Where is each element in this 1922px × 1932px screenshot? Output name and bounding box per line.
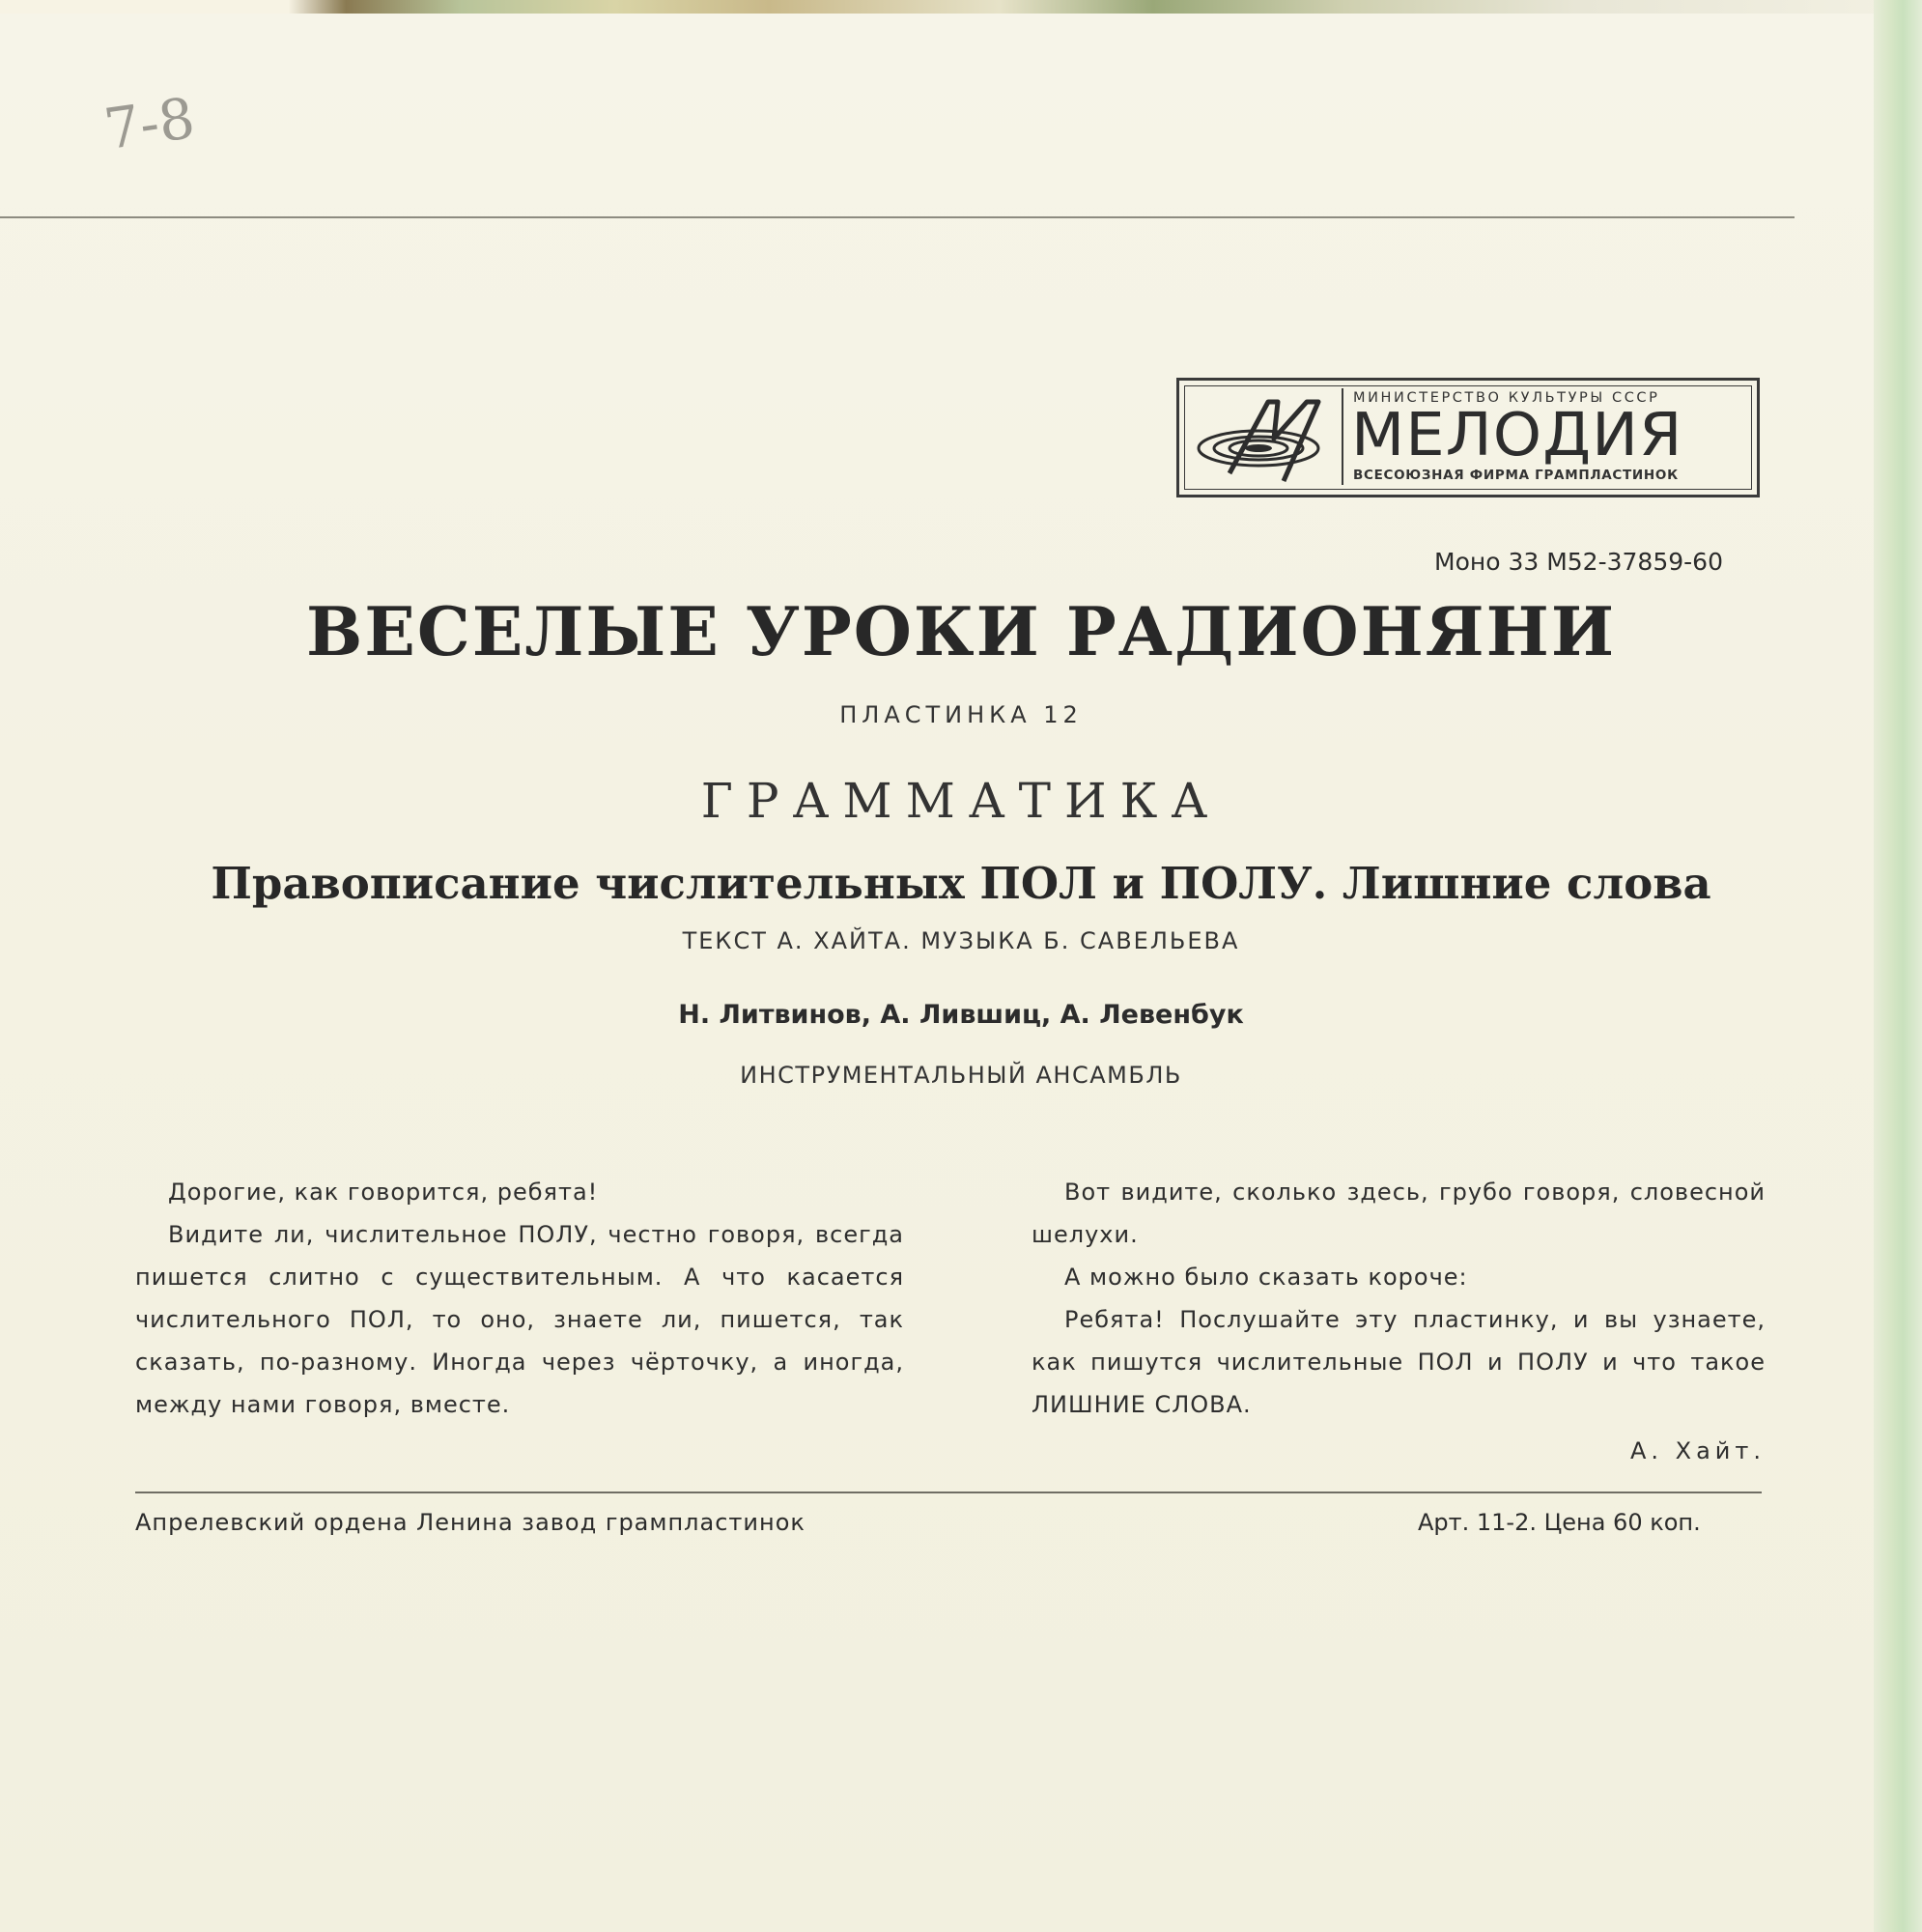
liner-paragraph: Вот видите, сколько здесь, грубо говоря, словесной шелухи. (1032, 1179, 1766, 1248)
record-number: ПЛАСТИНКА 12 (839, 701, 1083, 728)
liner-paragraph: Видите ли, числительное ПОЛУ, честно говоря, всегда пишется слитно с существительным. А что касается числительного ПОЛ, то оно, знаете ли, пишется, так сказать, по-разному. Иногда через чёрточку, а иногда, между нами говоря, вместе. (135, 1221, 904, 1418)
author-signature: А. Хайт. (1629, 1437, 1766, 1464)
factory-name: Апрелевский ордена Ленина завод грампластинок (135, 1509, 806, 1536)
album-title: ВЕСЕЛЫЕ УРОКИ РАДИОНЯНИ (305, 593, 1617, 671)
cover-edge-strip (0, 0, 1922, 14)
logo-subtitle: ВСЕСОЮЗНАЯ ФИРМА ГРАМПЛАСТИНОК (1353, 468, 1679, 483)
cover-side-strip (1874, 0, 1922, 1932)
liner-notes-right (1032, 1171, 1766, 1472)
liner-paragraph: Ребята! Послушайте эту пластинку, и вы узнаете, как пишутся числительные ПОЛ и ПОЛУ и что такое ЛИШНИЕ СЛОВА. (1032, 1306, 1766, 1418)
logo-divider (1342, 388, 1343, 485)
melodiya-emblem-icon (1191, 388, 1336, 489)
record-sleeve-back (0, 14, 1874, 1932)
footer-divider (135, 1492, 1762, 1493)
authors-credit: ТЕКСТ А. ХАЙТА. МУЗЫКА Б. САВЕЛЬЕВА (682, 927, 1240, 954)
ensemble: ИНСТРУМЕНТАЛЬНЫЙ АНСАМБЛЬ (740, 1062, 1182, 1089)
fold-line (0, 216, 1795, 218)
liner-notes-left (135, 1171, 904, 1426)
price-label: Арт. 11-2. Цена 60 коп. (1418, 1509, 1701, 1536)
melodiya-logo (1176, 378, 1760, 497)
performers: Н. Литвинов, А. Лившиц, А. Левенбук (678, 1000, 1244, 1030)
subject-heading: ГРАММАТИКА (700, 773, 1222, 829)
catalog-number: Моно 33 М52-37859-60 (1434, 548, 1723, 576)
handwritten-note: 7-8 (99, 84, 199, 163)
liner-paragraph: А можно было сказать короче: (1064, 1264, 1468, 1291)
logo-ministry-text: МИНИСТЕРСТВО КУЛЬТУРЫ СССР (1353, 390, 1660, 406)
liner-paragraph: Дорогие, как говорится, ребята! (168, 1179, 599, 1206)
lesson-topic: Правописание числительных ПОЛ и ПОЛУ. Лишние слова (211, 858, 1711, 909)
logo-brand-text: МЕЛОДИЯ (1351, 401, 1683, 470)
